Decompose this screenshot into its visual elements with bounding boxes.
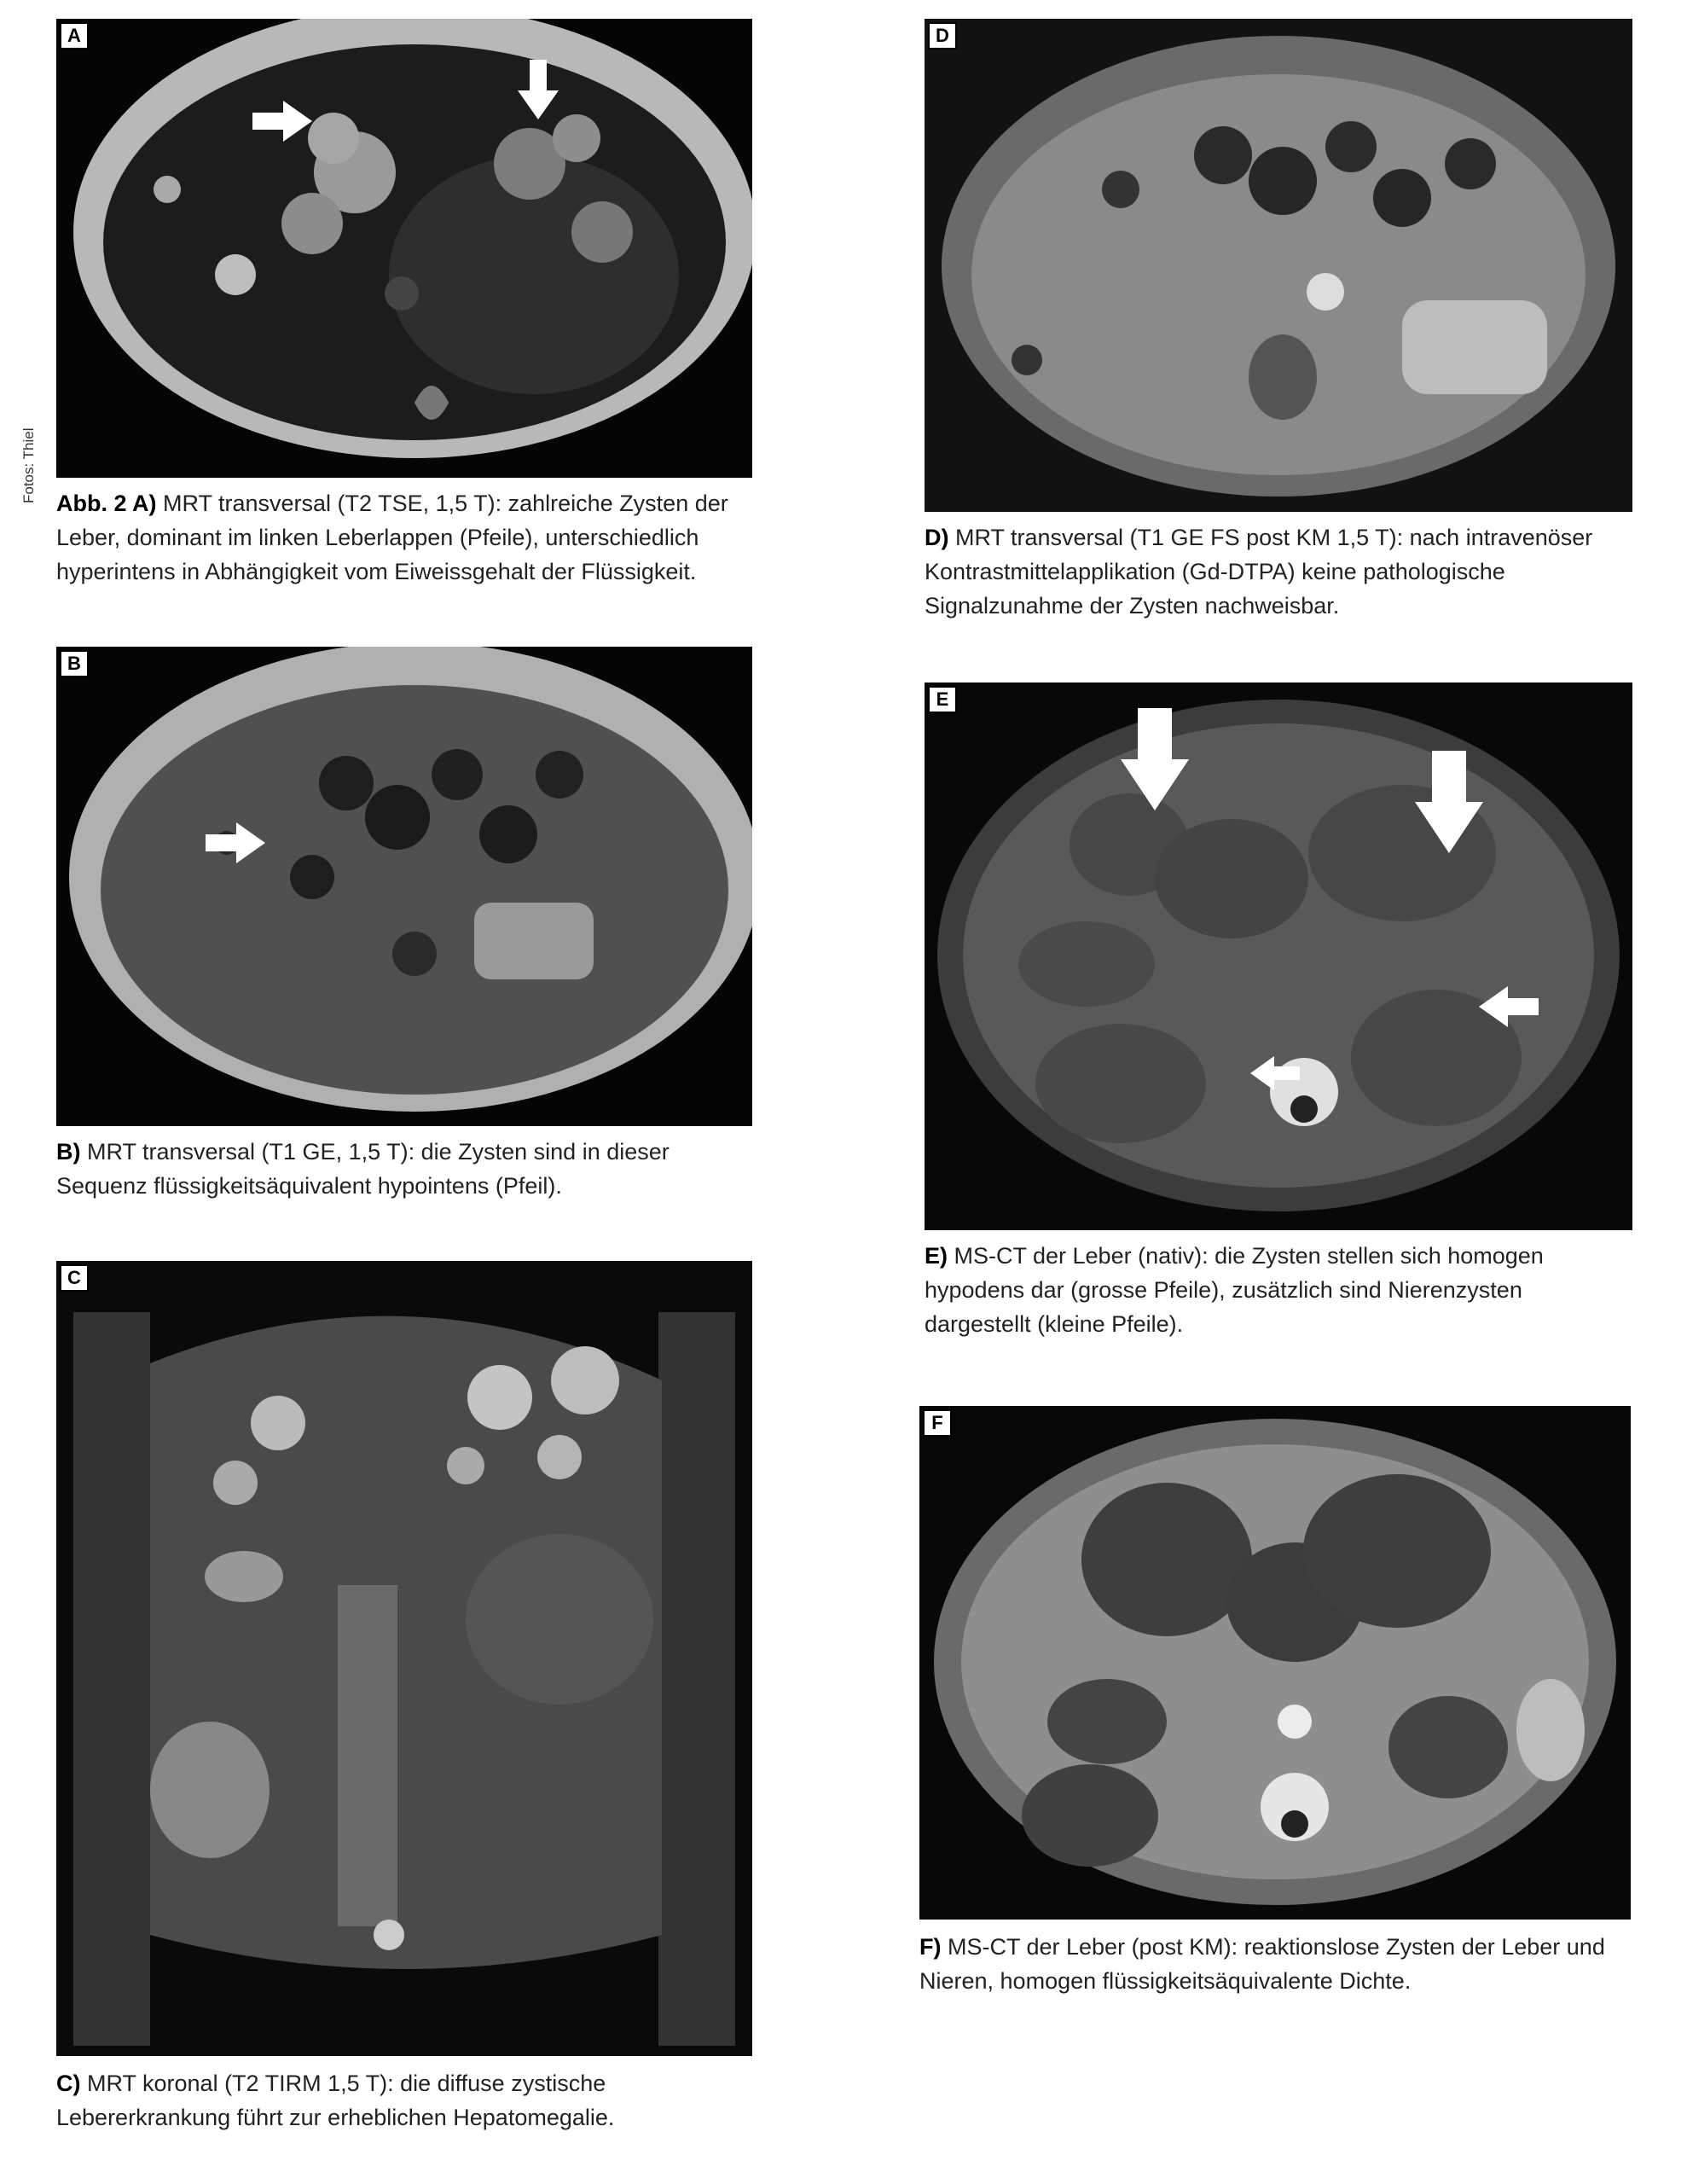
image-panel-d (925, 19, 1632, 512)
mri-axial-t1-image (56, 647, 752, 1126)
mri-axial-t1-post-contrast-image (925, 19, 1632, 512)
caption-c-text: MRT koronal (T2 TIRM 1,5 T): die diffuse zystische Lebererkrankung führt zur erheblichen Hepatomegalie. (56, 2071, 615, 2130)
caption-d-text: MRT transversal (T1 GE FS post KM 1,5 T): nach intravenöser Kontrastmittelapplikation (Gd-DTPA) keine pathologische Signalzunahme der Zysten nachweisbar. (925, 525, 1593, 619)
panel-letter-c: C (60, 1264, 89, 1292)
caption-a-lead: Abb. 2 A) (56, 491, 157, 516)
caption-b-text: MRT transversal (T1 GE, 1,5 T): die Zysten sind in dieser Sequenz flüssigkeitsäquivalent hypointens (Pfeil). (56, 1139, 670, 1199)
panel-letter-b: B (60, 650, 89, 677)
caption-c-lead: C) (56, 2071, 81, 2096)
panel-letter-a: A (60, 22, 89, 49)
caption-e (925, 1239, 1632, 1341)
caption-e-lead: E) (925, 1243, 948, 1269)
caption-d (925, 520, 1632, 623)
panel-letter-d: D (928, 22, 957, 49)
ct-native-image (925, 682, 1632, 1230)
caption-a (56, 486, 756, 589)
caption-b-lead: B) (56, 1139, 81, 1165)
caption-b (56, 1135, 756, 1203)
mri-coronal-image (56, 1261, 752, 2056)
caption-a-text: MRT transversal (T2 TSE, 1,5 T): zahlreiche Zysten der Leber, dominant im linken Leberlappen (Pfeile), unterschiedlich hyperintens in Abhängigkeit vom Eiweissgehalt der Flüssigkeit. (56, 491, 728, 584)
mri-axial-t2-image (56, 19, 752, 478)
caption-f (919, 1930, 1631, 1998)
caption-d-lead: D) (925, 525, 949, 550)
caption-c (56, 2066, 722, 2135)
caption-e-text: MS-CT der Leber (nativ): die Zysten stellen sich homogen hypodens dar (grosse Pfeile), zusätzlich sind Nierenzysten dargestellt (kleine Pfeile). (925, 1243, 1544, 1337)
panel-letter-e: E (928, 686, 957, 713)
image-panel-e (925, 682, 1632, 1230)
panel-letter-f: F (923, 1409, 952, 1437)
image-panel-f (919, 1406, 1631, 1920)
caption-f-text: MS-CT der Leber (post KM): reaktionslose Zysten der Leber und Nieren, homogen flüssigkeitsäquivalente Dichte. (919, 1934, 1605, 1994)
image-panel-a (56, 19, 752, 478)
image-panel-b (56, 647, 752, 1126)
ct-post-contrast-image (919, 1406, 1631, 1920)
image-panel-c (56, 1261, 752, 2056)
caption-f-lead: F) (919, 1934, 942, 1960)
photo-credit: Fotos: Thiel (20, 427, 37, 503)
